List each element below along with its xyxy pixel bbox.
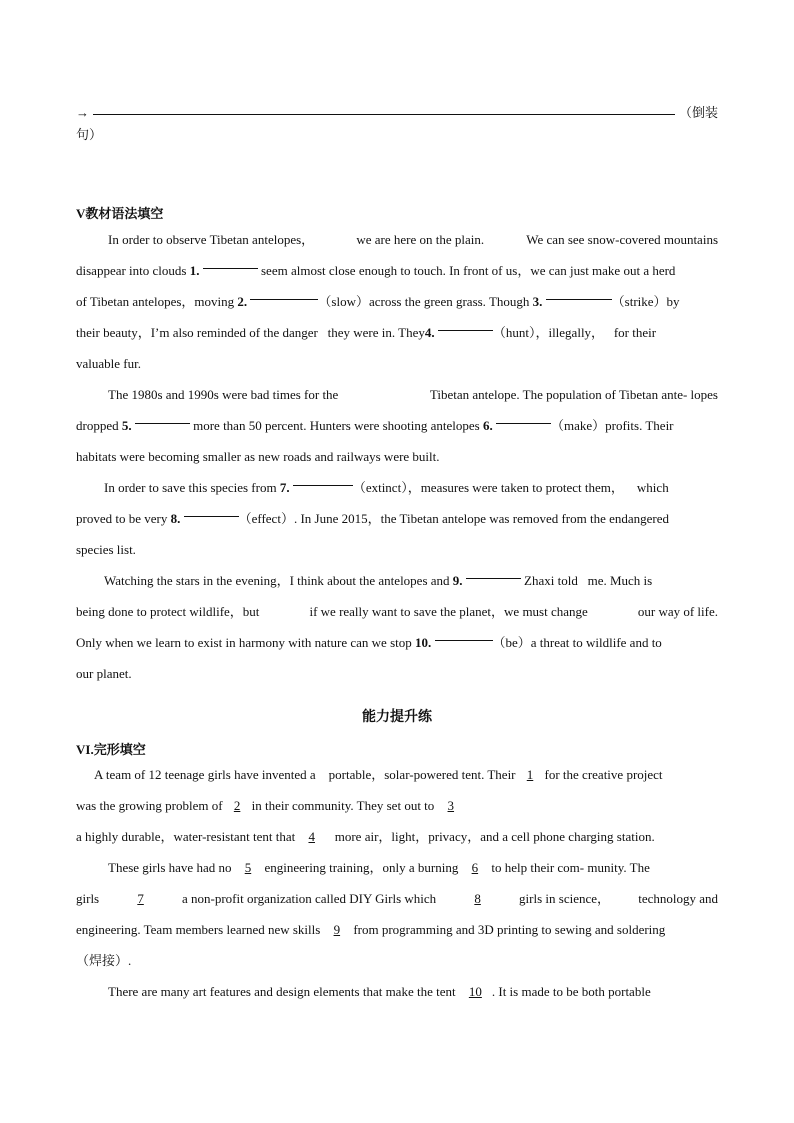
cloze-blank[interactable]: 2 xyxy=(233,798,241,813)
passage-line: valuable fur. xyxy=(76,356,141,371)
rewrite-note: （倒装 xyxy=(678,105,718,120)
passage-line: species list. xyxy=(76,542,136,557)
passage-line: These girls have had no 5 engineering training，only a burning 6 to help their com- munity. The xyxy=(76,852,718,883)
cloze-blank[interactable]: 7 xyxy=(137,891,144,906)
rewrite-answer-row xyxy=(76,95,718,121)
answer-blank[interactable] xyxy=(496,410,551,424)
answer-blank[interactable] xyxy=(435,627,493,641)
passage-line: our planet. xyxy=(76,666,132,681)
answer-blank[interactable] xyxy=(250,286,318,300)
passage-line: proved to be very 8. （effect）. In June 2015，the Tibetan antelope was removed from the endangered xyxy=(76,503,718,534)
section-6-title: VI.完形填空 xyxy=(76,742,146,757)
answer-blank[interactable] xyxy=(184,503,239,517)
answer-blank[interactable] xyxy=(135,410,190,424)
question-number: 7. xyxy=(279,480,290,495)
question-number: 8. xyxy=(170,511,181,526)
answer-blank[interactable] xyxy=(203,255,258,269)
rewrite-note-continued: 句） xyxy=(76,127,103,142)
cloze-blank[interactable]: 9 xyxy=(333,922,341,937)
answer-blank[interactable] xyxy=(546,286,612,300)
question-number: 4. xyxy=(424,325,435,340)
passage-line: disappear into clouds 1. seem almost close enough to touch. In front of us，we can just make out a herd xyxy=(76,255,718,286)
passage-line: engineering. Team members learned new skills 9 from programming and 3D printing to sewing and soldering xyxy=(76,914,718,945)
passage-line: their beauty，I’m also reminded of the danger they were in. They 4. （hunt），illegally， for their xyxy=(76,317,718,348)
passage-line: In order to save this species from 7. （extinct），measures were taken to protect them， which xyxy=(76,472,718,503)
passage-line: a highly durable，water-resistant tent that 4 more air，light，privacy，and a cell phone charging station. xyxy=(76,821,718,852)
improvement-section-title: 能力提升练 xyxy=(362,710,432,725)
passage-line: In order to observe Tibetan antelopes， we are here on the plain. We can see snow-covered mountains xyxy=(108,232,718,247)
section-5-title: V教材语法填空 xyxy=(76,206,164,221)
passage-line: being done to protect wildlife，but if we really want to save the planet，we must change our way of life. xyxy=(76,604,718,619)
answer-blank[interactable] xyxy=(293,472,353,486)
passage-line: habitats were becoming smaller as new roads and railways were built. xyxy=(76,449,440,464)
passage-line: girls 7 a non-profit organization called DIY Girls which 8 girls in science， technology and xyxy=(76,883,718,914)
arrow-icon: → xyxy=(76,105,89,120)
section-6-passage xyxy=(76,759,718,1007)
cloze-blank[interactable]: 10 xyxy=(468,984,482,999)
question-number: 6. xyxy=(483,418,493,433)
section-5-passage xyxy=(76,224,718,689)
passage-line: （焊接）. xyxy=(76,953,132,968)
cloze-blank[interactable]: 6 xyxy=(471,860,479,875)
cloze-blank[interactable]: 3 xyxy=(447,798,455,813)
question-number: 3. xyxy=(532,294,543,309)
cloze-blank[interactable]: 4 xyxy=(308,829,315,844)
passage-line: Only when we learn to exist in harmony with nature can we stop 10. （be）a threat to wildlife and to xyxy=(76,627,718,658)
passage-line: of Tibetan antelopes，moving 2. （slow）across the green grass. Though 3. （strike）by xyxy=(76,286,718,317)
passage-line: A team of 12 teenage girls have invented a portable，solar-powered tent. Their 1 for the creative project xyxy=(76,759,718,790)
answer-blank-line[interactable] xyxy=(93,114,675,115)
question-number: 10. xyxy=(415,635,432,650)
answer-blank[interactable] xyxy=(466,565,521,579)
cloze-blank[interactable]: 5 xyxy=(244,860,252,875)
question-number: 5. xyxy=(121,418,132,433)
passage-line: Watching the stars in the evening，I think about the antelopes and 9. Zhaxi told me. Much is xyxy=(76,565,718,596)
cloze-blank[interactable]: 8 xyxy=(474,891,481,906)
passage-line: was the growing problem of 2 in their community. They set out to 3 xyxy=(76,790,718,821)
answer-blank[interactable] xyxy=(438,317,493,331)
question-number: 9. xyxy=(452,573,463,588)
passage-line: The 1980s and 1990s were bad times for the Tibetan antelope. The population of Tibetan ante- lopes xyxy=(108,387,718,402)
passage-line: dropped 5. more than 50 percent. Hunters were shooting antelopes 6. （make）profits. Their xyxy=(76,410,718,441)
cloze-blank[interactable]: 1 xyxy=(526,767,534,782)
question-number: 2. xyxy=(237,294,248,309)
passage-line: There are many art features and design elements that make the tent 10 . It is made to be both portable xyxy=(76,976,718,1007)
question-number: 1. xyxy=(189,263,200,278)
